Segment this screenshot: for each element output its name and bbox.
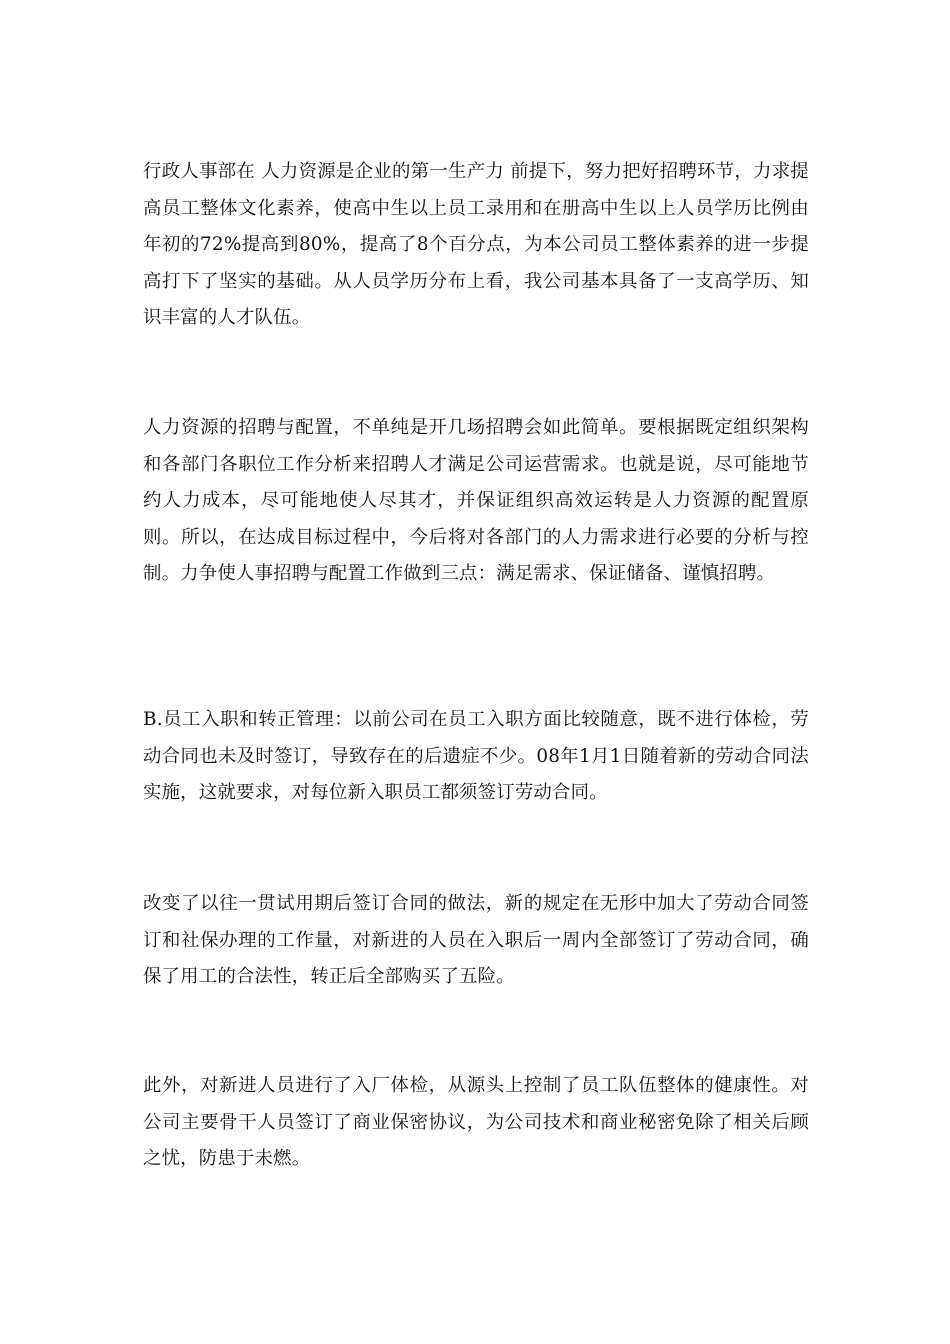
- paragraph-contract-signing: 改变了以往一贯试用期后签订合同的做法，新的规定在无形中加大了劳动合同签订和社保办理的工作量，对新进的人员在入职后一周内全部签订了劳动合同，确保了用工的合法性，转正后全部购买了五险。: [143, 893, 809, 987]
- paragraph-onboarding-management: B.员工入职和转正管理：以前公司在员工入职方面比较随意，既不进行体检，劳动合同也未及时签订，导致存在的后遗症不少。08年1月1日随着新的劳动合同法实施，这就要求，对每位新入职员工都须签订劳动合同。: [143, 709, 809, 803]
- paragraph-recruitment-education: 行政人事部在 人力资源是企业的第一生产力 前提下，努力把好招聘环节，力求提高员工整体文化素养，使高中生以上员工录用和在册高中生以上人员学历比例由年初的72%提高到80%，提高了8个百分点，为本公司员工整体素养的进一步提高打下了坚实的基础。从人员学历分布上看，我公司基本具备了一支高学历、知识丰富的人才队伍。: [143, 161, 809, 328]
- paragraph-recruitment-allocation: 人力资源的招聘与配置，不单纯是开几场招聘会如此简单。要根据既定组织架构和各部门各职位工作分析来招聘人才满足公司运营需求。也就是说，尽可能地节约人力成本，尽可能地使人尽其才，并保证组织高效运转是人力资源的配置原则。所以，在达成目标过程中，今后将对各部门的人力需求进行必要的分析与控制。力争使人事招聘与配置工作做到三点：满足需求、保证储备、谨慎招聘。: [143, 417, 809, 584]
- paragraph-health-confidentiality: 此外，对新进人员进行了入厂体检，从源头上控制了员工队伍整体的健康性。对公司主要骨干人员签订了商业保密协议，为公司技术和商业秘密免除了相关后顾之忧，防患于未燃。: [143, 1075, 809, 1169]
